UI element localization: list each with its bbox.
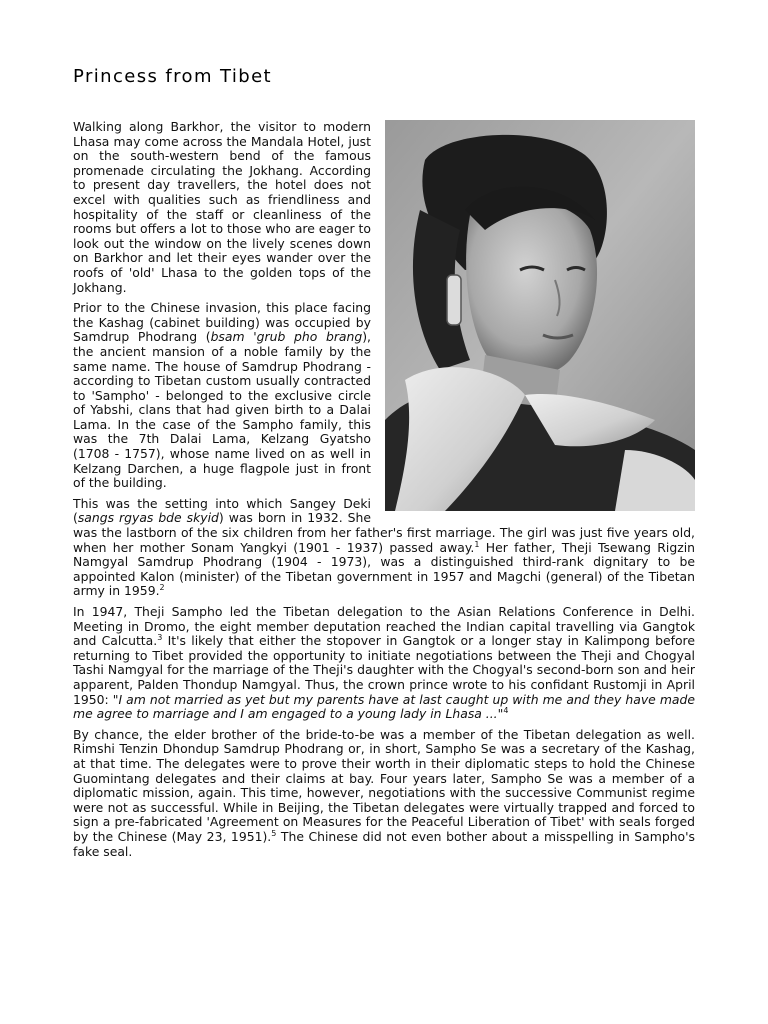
paragraph-1: Walking along Barkhor, the visitor to modern Lhasa may come across the Mandala Hotel, just on the south-western bend of the famous promenade circulating the Jokhang. According to present day travellers, the hotel does not excel with qualities such as friendliness and hospitality of the staff or cleanliness of the rooms but offers a lot to those who are eager to look out the window on the lively scenes down on Barkhor and let their eyes wander over the roofs of 'old' Lhasa to the golden tops of the Jokhang. <box>73 119 371 295</box>
paragraph-5: By chance, the elder brother of the bride-to-be was a member of the Tibetan delegation as well. Rimshi Tenzin Dhondup Samdrup Phodrang or, in short, Sampho Se was a secretary of the Kashag, at that time. The delegates were to prove their worth in their diplomatic steps to hold the Chinese Guomintang delegates and their claims at bay. Four years later, Sampho Se was a member of a diplomatic mission, again. This time, however, negotiations with the successive Communist regime were not as successful. While in Beijing, the Tibetan delegates were virtually trapped and forced to sign a pre-fabricated 'Agreement on Measures for the Peaceful Liberation of Tibet' with seals forged by the Chinese (May 23, 1951).$^5$ The Chinese did not even bother about a misspelling in Sampho's fake seal. <box>73 726 695 859</box>
page-title: Princess from Tibet <box>73 66 273 87</box>
portrait-photo <box>385 120 695 511</box>
article-body <box>73 120 695 859</box>
footnote-marker-2: 2 <box>159 583 165 593</box>
paragraph-2: Prior to the Chinese invasion, this place facing the Kashag (cabinet building) was occupied by Samdrup Phodrang (bsam 'grub pho brang), the ancient mansion of a noble family by the same name. The house of Samdrup Phodrang - according to Tibetan custom usually contracted to 'Sampho' - belonged to the exclusive circle of Yabshi, clans that had given birth to a Dalai Lama. In the case of the Sampho family, this was the 7th Dalai Lama, Kelzang Gyatsho (1708 - 1757), whose name lived on as well in Kelzang Darchen, a huge flagpole just in front of the building. <box>73 300 371 491</box>
paragraph-4: In 1947, Theji Sampho led the Tibetan delegation to the Asian Relations Conference in Delhi. Meeting in Dromo, the eight member deputation reached the Indian capital travelling via Gangtok and Calcutta.$^3$ It's likely that either the stopover in Gangtok or a longer stay in Kalimpong before returning to Tibet provided the opportunity to initiate negotiations between the Theji and Chogyal Tashi Namgyal for the marriage of the Theji's daughter with the Chogyal's second-born son and heir apparent, Palden Thondup Namgyal. Thus, the crown prince wrote to his confidant Rustomji in April 1950: "I am not married as yet but my parents have at last caught up with me and they have made me agree to marriage and I am engaged to a young lady in Lhasa ..."$^4$ <box>73 604 695 722</box>
document-page <box>73 64 695 1004</box>
footnote-marker-3: 3 <box>157 633 163 643</box>
footnote-marker-5: 5 <box>271 828 277 838</box>
footnote-marker-4: 4 <box>503 706 509 716</box>
paragraph-3: This was the setting into which Sangey Deki (sangs rgyas bde skyid) was born in 1932. She was the lastborn of the six children from her father's first marriage. The girl was just five years old, when her mother Sonam Yangkyi (1901 - 1937) passed away.$^1$ Her father, Theji Tsewang Rigzin Namgyal Samdrup Phodrang (1904 - 1973), was a distinguished third-rank dignitary to be appointed Kalon (minister) of the Tibetan government in 1957 and Magchi (general) of the Tibetan army in 1959.$^2$ <box>73 495 695 599</box>
footnote-marker-1: 1 <box>474 539 480 549</box>
